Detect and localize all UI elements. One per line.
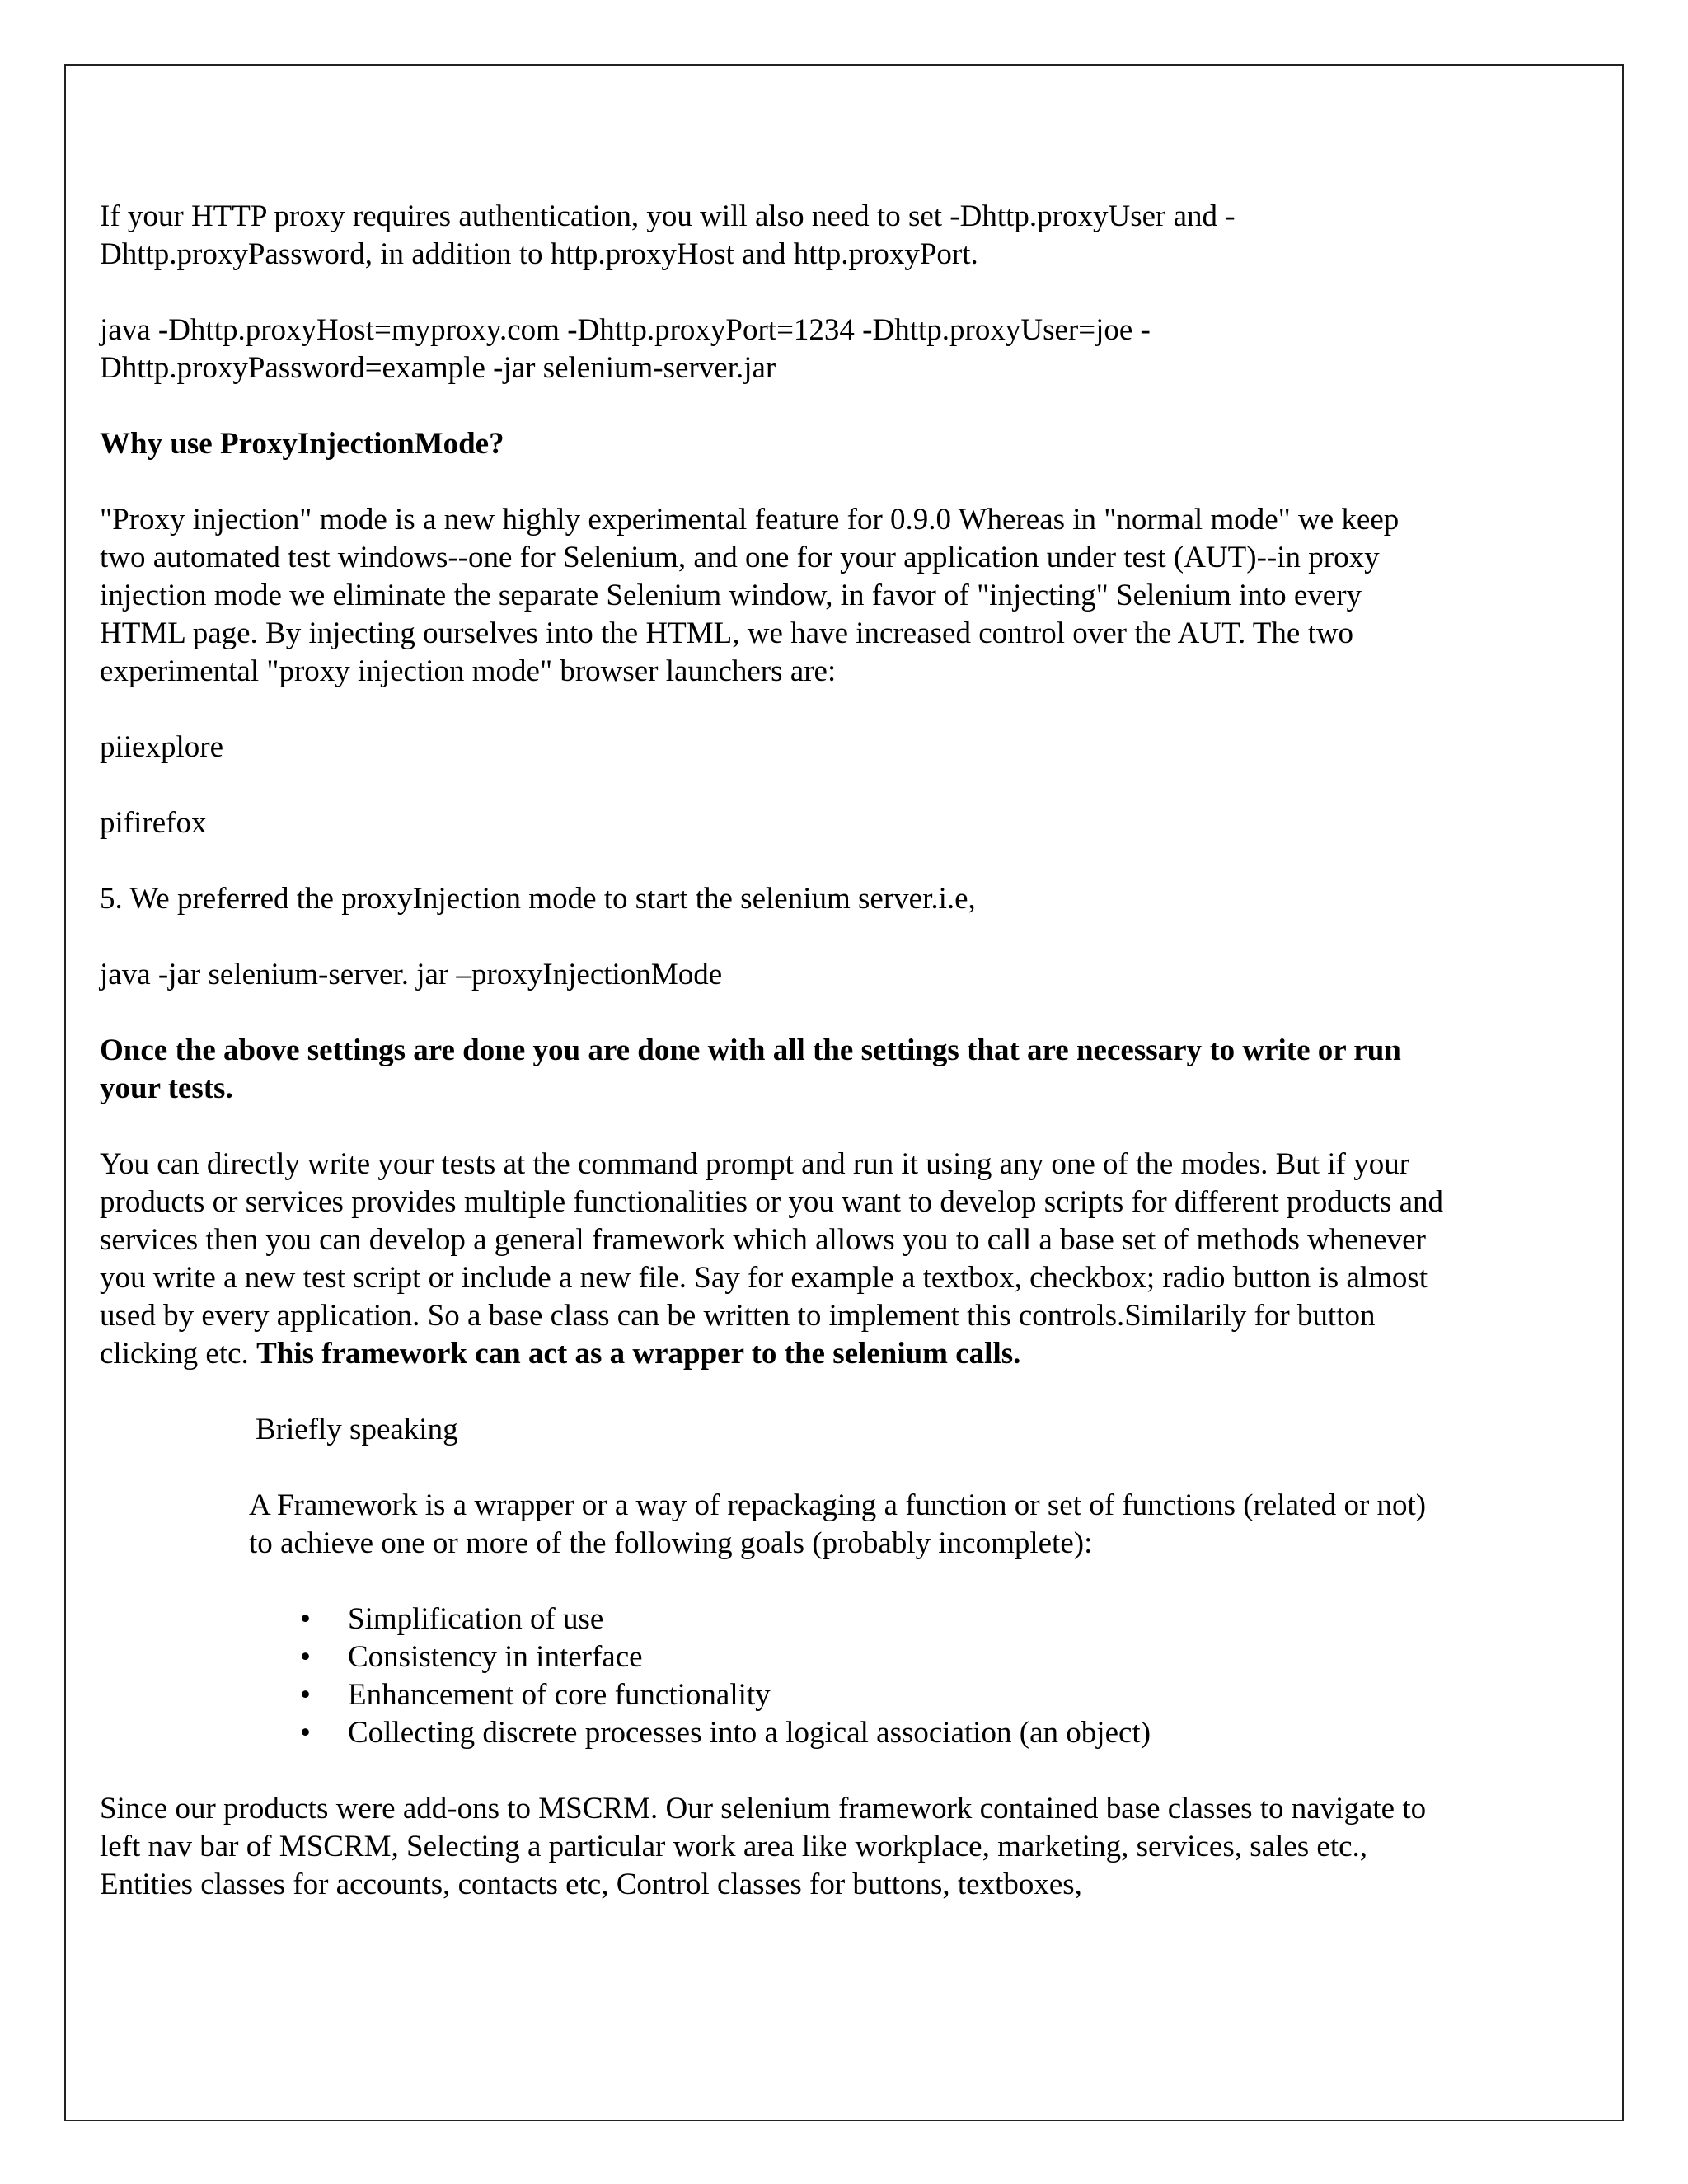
list-item: • Enhancement of core functionality [348,1676,1451,1714]
auth-note-paragraph: If your HTTP proxy requires authentication, you will also need to set -Dhttp.proxyUser and -Dhttp.proxyPassword, in addition to http.proxyHost and http.proxyPort. [100,199,1236,271]
framework-goals-list [249,1601,1451,1752]
settings-done-paragraph: Once the above settings are done you are done with all the settings that are necessary to write or run your tests. [100,1033,1401,1105]
list-item: • Consistency in interface [348,1638,1451,1676]
proxy-injection-description: "Proxy injection" mode is a new highly experimental feature for 0.9.0 Whereas in "normal mode" we keep two automated test windows--one for Selenium, and one for your application under test (AUT)--in proxy injection mode we eliminate the separate Selenium window, in favor of "injecting" Selenium into every HTML page. By injecting ourselves into the HTML, we have increased control over the AUT. The two experimental "proxy injection mode" browser launchers are: [100,503,1400,688]
auth-command-paragraph: java -Dhttp.proxyHost=myproxy.com -Dhttp.proxyPort=1234 -Dhttp.proxyUser=joe -Dhttp.proxyPassword=example -jar selenium-server.jar [100,313,1151,385]
framework-definition-block [249,1411,1451,1752]
step-5-command: java -jar selenium-server. jar –proxyInjectionMode [100,958,723,991]
document-body [100,198,1451,1942]
step-5-paragraph: 5. We preferred the proxyInjection mode to start the selenium server.i.e, [100,882,976,916]
framework-definition-paragraph: A Framework is a wrapper or a way of repackaging a function or set of functions (related or not) to achieve one or more of the following goals (probably incomplete): [249,1488,1427,1560]
list-item: • Collecting discrete processes into a logical association (an object) [348,1714,1451,1752]
briefly-speaking-label: Briefly speaking [256,1413,458,1446]
framework-intro-bold-text: This framework can act as a wrapper to the selenium calls. [256,1337,1021,1371]
mscrm-note-paragraph: Since our products were add-ons to MSCRM. Our selenium framework contained base classes to navigate to left nav bar of MSCRM, Selecting a particular work area like workplace, marketing, services, sales etc., Entities classes for accounts, contacts etc, Control classes for buttons, textboxes, [100,1792,1427,1901]
framework-intro-paragraph [100,1146,1451,1373]
framework-intro-text: You can directly write your tests at the command prompt and run it using any one of the modes. But if your products or services provides multiple functionalities or you want to develop scripts for different products and services then you can develop a general framework which allows you to call a base set of methods whenever you write a new test script or include a new file. Say for example a textbox, checkbox; radio button is almost used by every application. So a base class can be written to implement this controls.Similarily for button clicking etc. [100,1147,1444,1371]
launcher-piiexplore: piiexplore [100,730,224,764]
list-item: • Simplification of use [348,1601,1451,1638]
proxy-injection-heading: Why use ProxyInjectionMode? [100,427,504,461]
launcher-pifirefox: pifirefox [100,806,207,840]
